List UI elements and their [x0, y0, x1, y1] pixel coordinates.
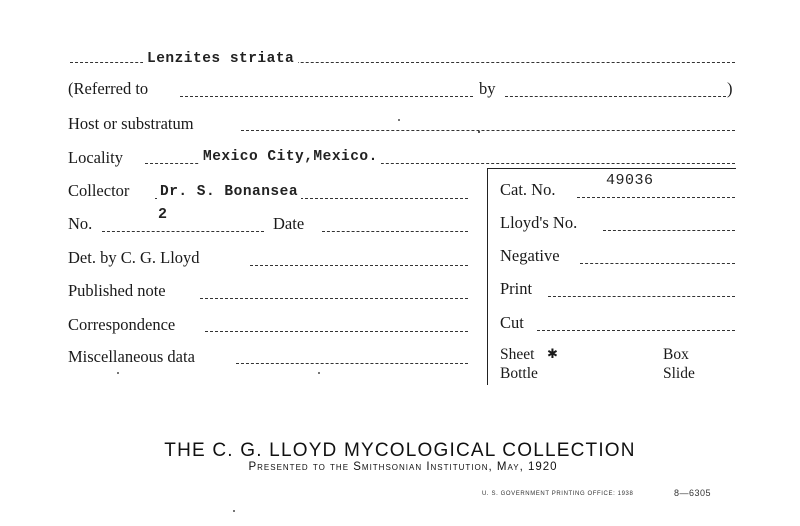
cat-no-label: Cat. No.: [500, 182, 558, 199]
correspondence-line: [205, 331, 468, 332]
species-name: Lenzites striata: [143, 52, 298, 67]
printing-office-note: U. S. GOVERNMENT PRINTING OFFICE: 1938: [482, 491, 634, 497]
date-line: [322, 231, 468, 232]
collector-label: Collector: [68, 183, 132, 200]
bottle-label: Bottle: [500, 366, 541, 382]
collection-subtitle: Presented to the Smithsonian Institution, May, 1920: [248, 461, 558, 473]
box-label: Box: [663, 347, 692, 363]
host-label: Host or substratum: [68, 116, 197, 133]
form-number: 8—6305: [674, 488, 712, 498]
cat-no-value: 49036: [606, 172, 654, 189]
collection-title: THE C. G. LLOYD MYCOLOGICAL COLLECTION: [164, 440, 636, 461]
sheet-mark-icon: ✱: [547, 346, 558, 361]
no-value: 2: [158, 206, 168, 223]
host-line: [241, 130, 735, 131]
referred-to-label: (Referred to: [68, 81, 151, 98]
det-by-label: Det. by C. G. Lloyd: [68, 250, 203, 267]
misc-data-label: Miscellaneous data: [68, 349, 198, 366]
no-line: [102, 231, 264, 232]
cat-no-line: [577, 197, 735, 198]
det-by-line: [250, 265, 468, 266]
sheet-label: Sheet: [500, 347, 537, 363]
published-note-label: Published note: [68, 283, 169, 300]
locality-value: Mexico City,Mexico.: [200, 150, 381, 165]
published-note-line: [200, 298, 468, 299]
cut-label: Cut: [500, 315, 527, 332]
ink-speck: [318, 372, 320, 374]
correspondence-label: Correspondence: [68, 317, 178, 334]
ink-speck: [478, 131, 480, 133]
close-paren: ): [727, 79, 733, 98]
date-label: Date: [273, 216, 307, 233]
locality-label: Locality: [68, 150, 126, 167]
ink-speck: [117, 372, 119, 374]
by-line: [505, 96, 726, 97]
referred-to-line: [180, 96, 473, 97]
slide-label: Slide: [663, 366, 698, 382]
print-label: Print: [500, 281, 535, 298]
lloyds-no-label: Lloyd's No.: [500, 215, 580, 232]
misc-data-line: [236, 363, 468, 364]
negative-label: Negative: [500, 248, 563, 265]
no-label: No.: [68, 216, 95, 233]
lloyds-no-line: [603, 230, 735, 231]
ink-speck: [233, 510, 235, 512]
print-line: [548, 296, 735, 297]
negative-line: [580, 263, 735, 264]
by-label: by: [479, 81, 499, 98]
collector-value: Dr. S. Bonansea: [157, 185, 301, 200]
ink-speck: [398, 119, 400, 121]
cut-line: [537, 330, 735, 331]
